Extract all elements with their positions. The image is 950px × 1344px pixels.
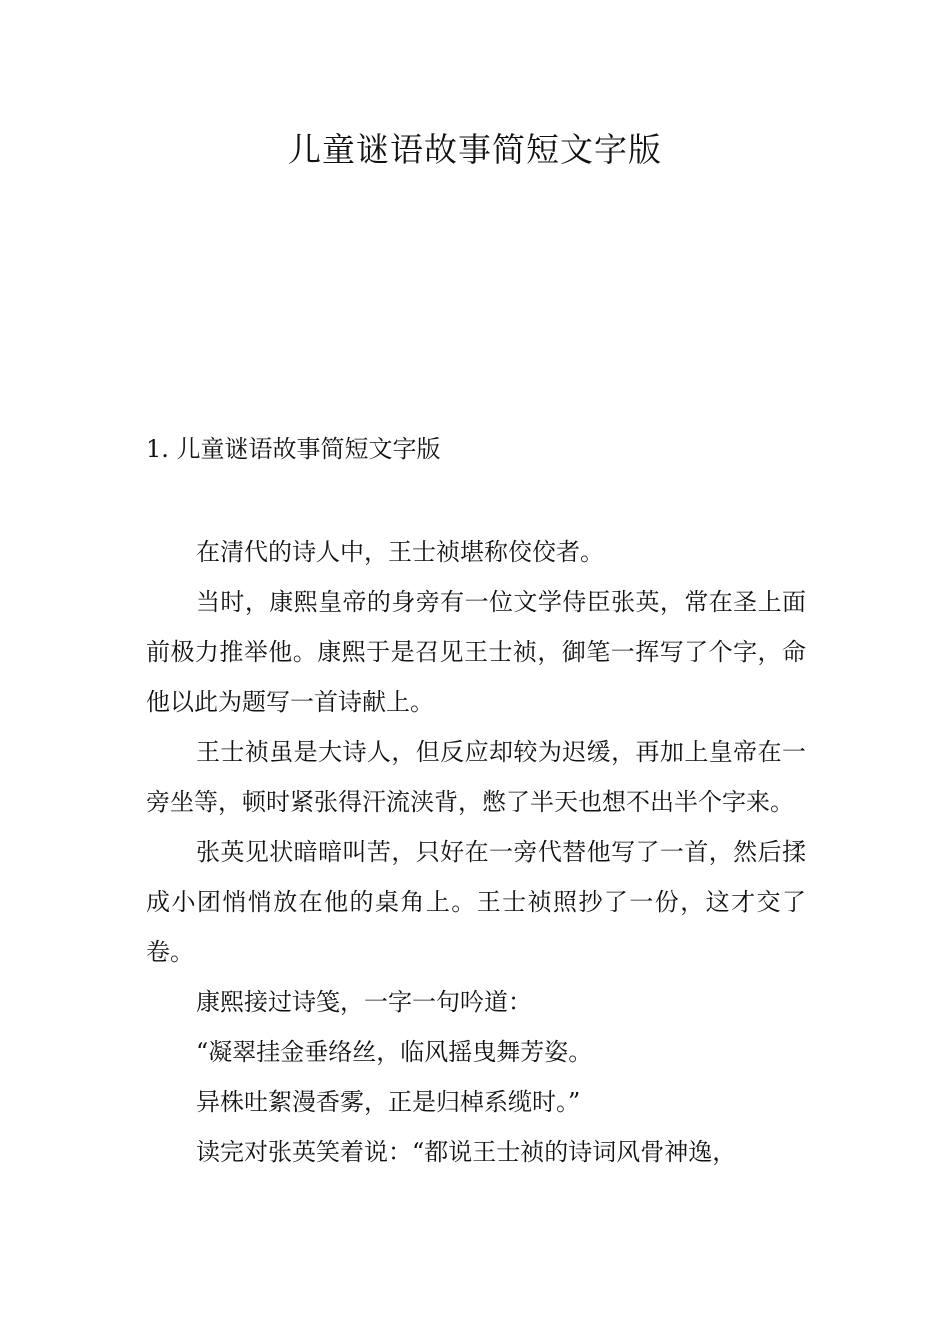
paragraph: 读完对张英笑着说：“都说王士祯的诗词风骨神逸， — [196, 1138, 737, 1166]
poem-line: “凝翠挂金垂络丝，临风摇曳舞芳姿。 — [196, 1038, 593, 1066]
document-title: 儿童谜语故事简短文字版 — [288, 130, 662, 169]
paragraph: 在清代的诗人中，王士祯堪称佼佼者。 — [196, 538, 604, 566]
section-heading: 1. 儿童谜语故事简短文字版 — [146, 435, 441, 463]
paragraph: 张英见状暗暗叫苦，只好在一旁代替他写了一首，然后揉成小团悄悄放在他的桌角上。王士祯照抄了一份，这才交了卷。 — [146, 838, 806, 966]
paragraph: 当时，康熙皇帝的身旁有一位文学侍臣张英，常在圣上面前极力推举他。康熙于是召见王士祯，御笔一挥写了个字，命他以此为题写一首诗献上。 — [146, 588, 806, 716]
poem-line: 异株吐絮漫香雾，正是归棹系缆时。” — [196, 1088, 581, 1116]
paragraph: 康熙接过诗笺，一字一句吟道： — [196, 988, 532, 1016]
body-text — [146, 527, 806, 1177]
paragraph: 王士祯虽是大诗人，但反应却较为迟缓，再加上皇帝在一旁坐等，顿时紧张得汗流浃背，憋了半天也想不出半个字来。 — [146, 738, 806, 816]
